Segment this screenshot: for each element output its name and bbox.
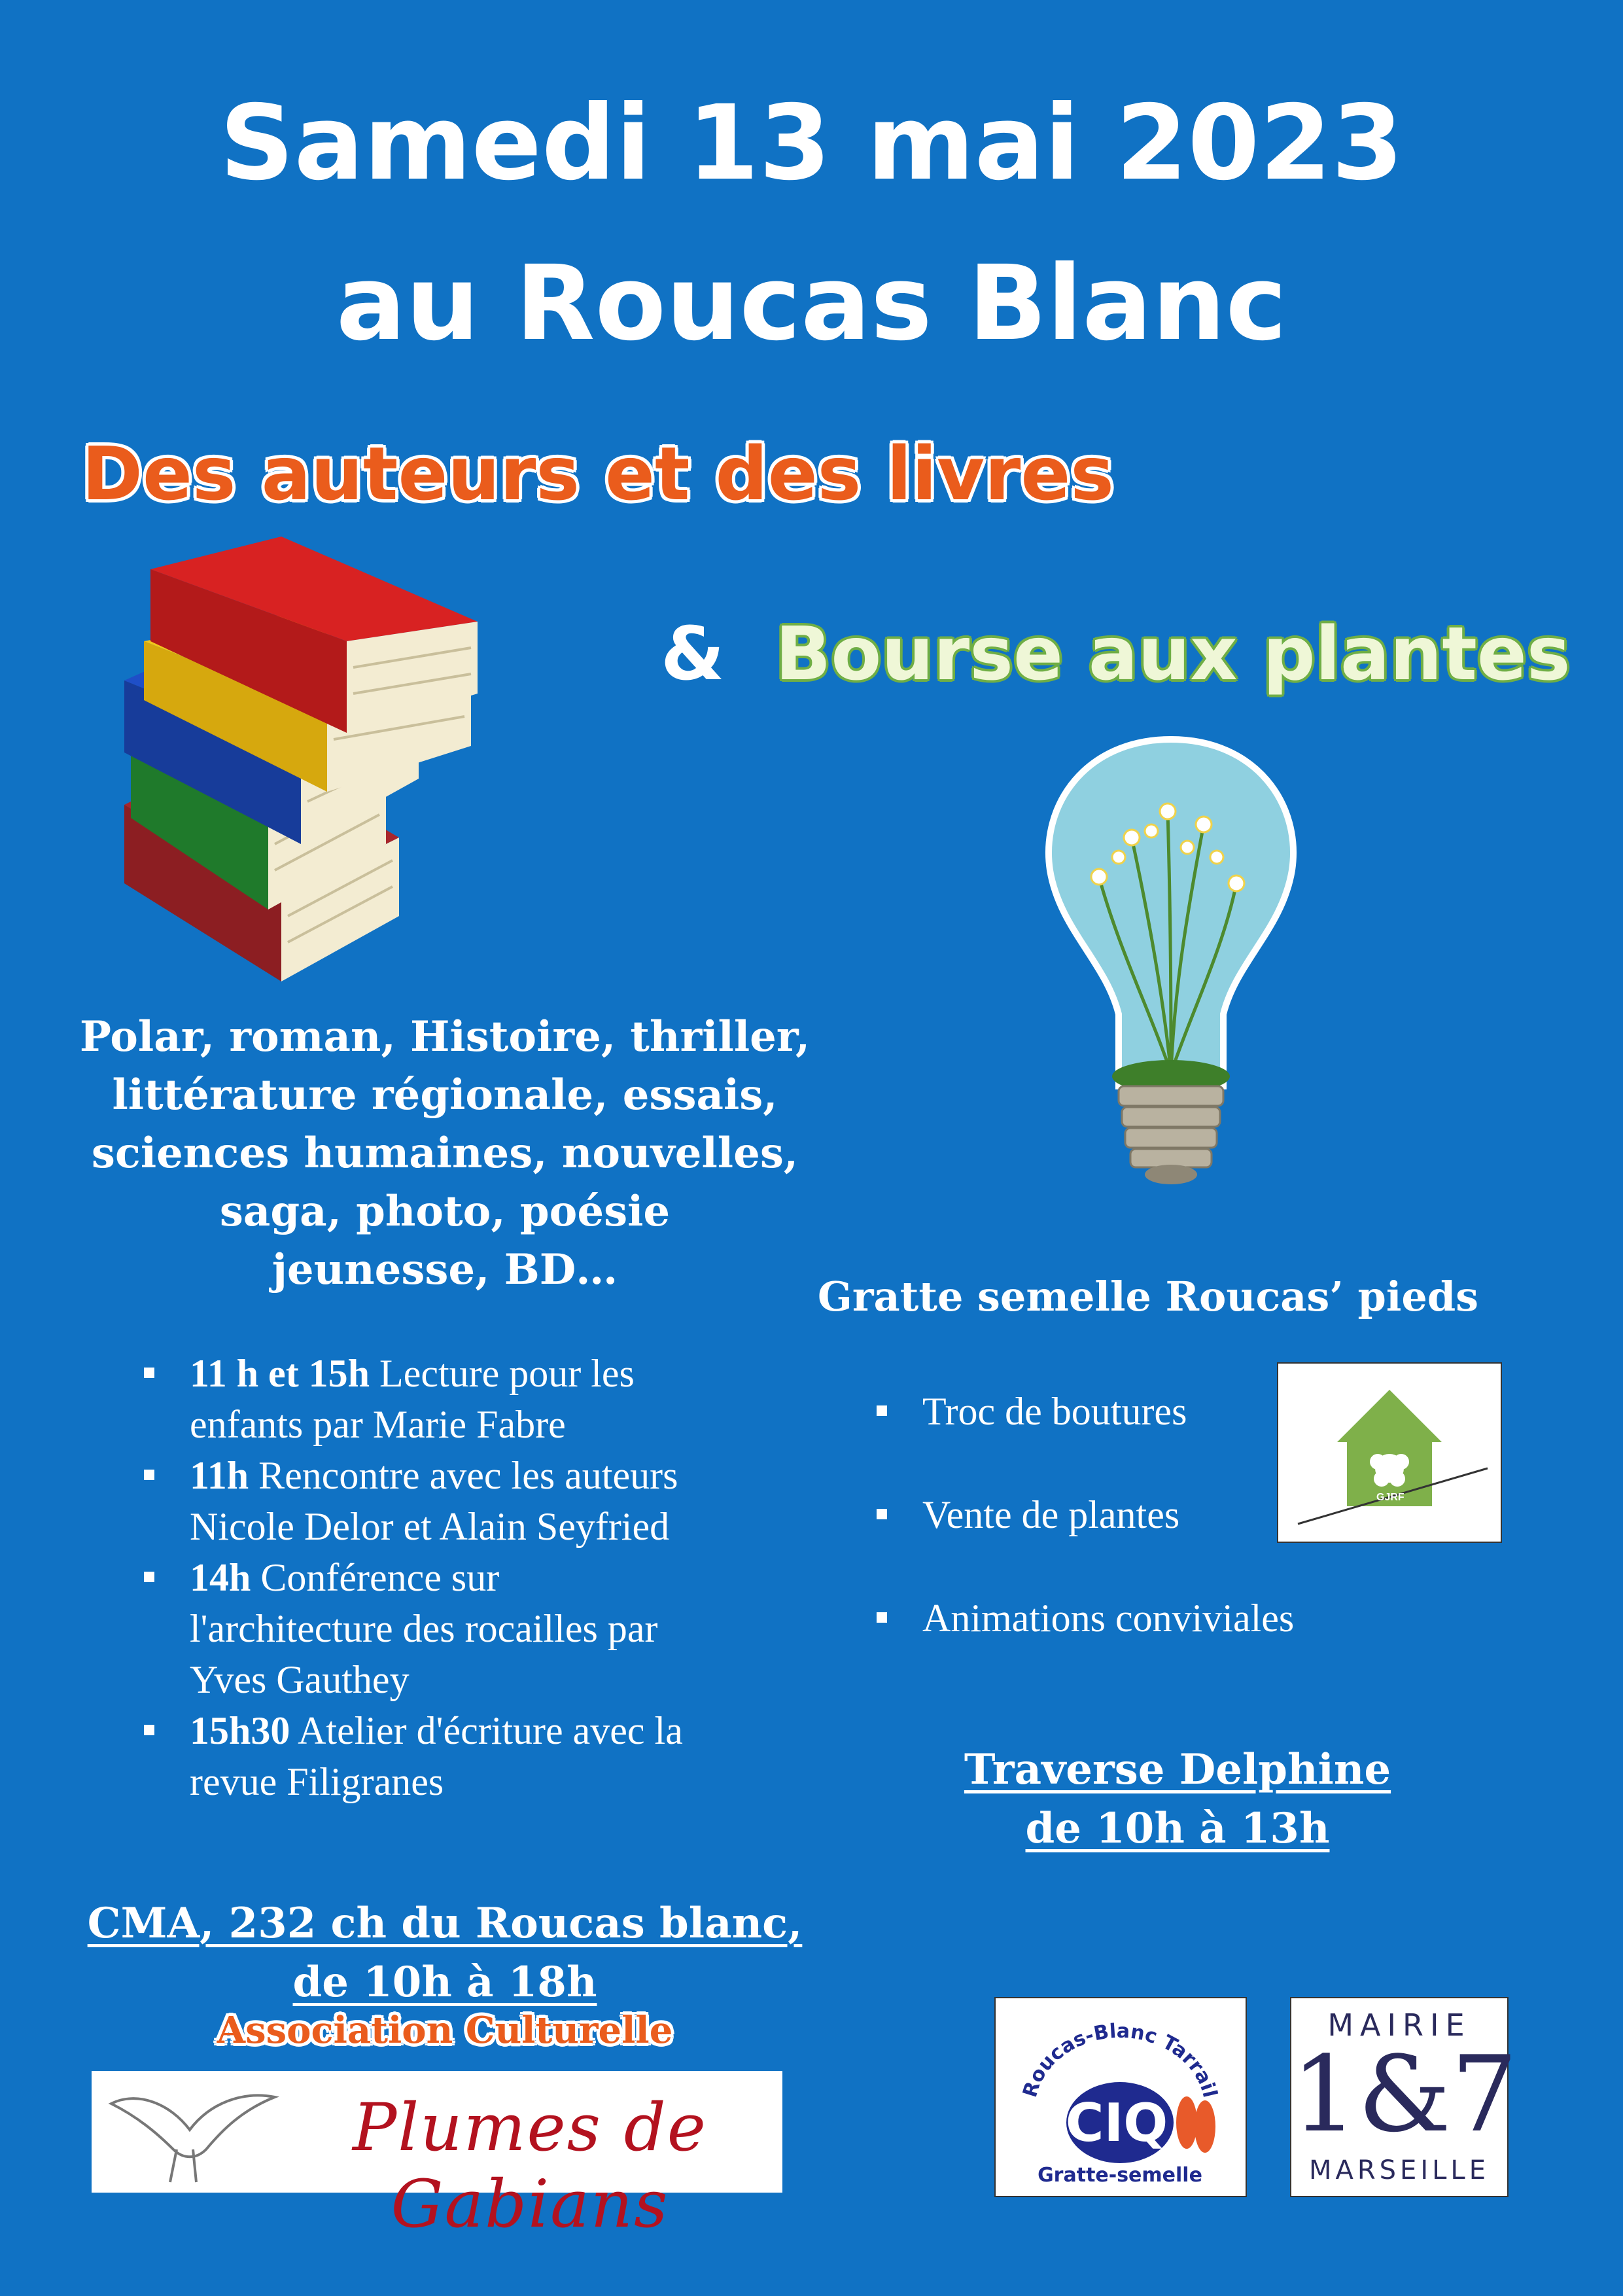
activity-item	[864, 1593, 1321, 1644]
program-text: Conférence sur	[251, 1556, 500, 1599]
program-text: revue Filigranes	[190, 1760, 444, 1803]
program-text: Atelier d'écriture avec la	[290, 1709, 683, 1752]
program-time: 11 h et 15h	[190, 1352, 370, 1395]
bullet-square-icon	[877, 1612, 887, 1623]
activity-text: Animations conviviales	[922, 1597, 1295, 1640]
genre-line: sciences humaines, nouvelles,	[91, 1129, 799, 1178]
bullet-square-icon	[144, 1572, 154, 1582]
bullet-square-icon	[877, 1509, 887, 1519]
gjrf-logo-text: GJRF	[1376, 1492, 1405, 1503]
ciq-arc-text: Roucas-Blanc Tarrail	[1019, 2019, 1221, 2100]
book-stack-illustration	[111, 530, 556, 1014]
program-item	[131, 1552, 818, 1705]
mairie-logo	[1290, 1997, 1518, 2197]
green-house-icon	[1278, 1364, 1501, 1542]
bullet-square-icon	[877, 1405, 887, 1416]
program-text: Lecture pour les	[370, 1352, 635, 1395]
program-text: Rencontre avec les auteurs	[249, 1454, 678, 1497]
program-text: l'architecture des rocailles par	[190, 1607, 658, 1650]
activity-item	[864, 1489, 1321, 1540]
venue-hours: de 10h à 18h	[292, 1958, 597, 2007]
plants-activities-list	[864, 1386, 1321, 1644]
lightbulb-plant-illustration	[1034, 733, 1308, 1191]
title-date: Samedi 13 mai 2023	[219, 83, 1404, 203]
program-item	[131, 1705, 818, 1807]
genre-line: saga, photo, poésie	[219, 1187, 671, 1236]
gjrf-logo	[1277, 1362, 1502, 1543]
ciq-logo	[994, 1997, 1247, 2197]
books-headline: Des auteurs et des livres	[82, 432, 1114, 517]
program-list	[131, 1348, 818, 1807]
ciq-bottom-text: Gratte-semelle	[1038, 2164, 1202, 2187]
bullet-square-icon	[144, 1470, 154, 1480]
ciq-center-text: CIQ	[1065, 2093, 1168, 2153]
program-item	[131, 1450, 818, 1552]
program-item	[131, 1348, 818, 1450]
bullet-square-icon	[144, 1725, 154, 1735]
activity-text: Troc de boutures	[922, 1390, 1187, 1433]
program-time: 11h	[190, 1454, 249, 1497]
organizer-label: Association Culturelle	[217, 2009, 673, 2052]
plumes-logo-text: Plumes de Gabians	[353, 2089, 707, 2242]
genres-list	[79, 1008, 811, 1299]
plants-headline: Bourse aux plantes	[775, 612, 1571, 697]
program-text: Yves Gauthey	[190, 1658, 410, 1701]
flip-flop-icon	[1176, 2096, 1215, 2153]
bullet-square-icon	[144, 1368, 154, 1378]
plants-hours: de 10h à 13h	[1025, 1804, 1330, 1853]
mairie-number: 1&7	[1291, 2033, 1518, 2155]
mairie-bottom: MARSEILLE	[1309, 2155, 1490, 2185]
activity-text: Vente de plantes	[922, 1493, 1180, 1536]
program-time: 14h	[190, 1556, 251, 1599]
genre-line: Polar, roman, Histoire, thriller,	[79, 1012, 811, 1061]
plants-venue	[877, 1740, 1478, 1858]
seagull-icon	[98, 2077, 281, 2189]
books-venue	[65, 1894, 824, 2012]
program-text: Nicole Delor et Alain Seyfried	[190, 1505, 670, 1548]
plants-location: Traverse Delphine	[964, 1745, 1391, 1794]
mairie-top: MAIRIE	[1327, 2007, 1471, 2043]
plumes-de-gabians-logo	[92, 2071, 782, 2242]
title-location: au Roucas Blanc	[336, 243, 1287, 364]
plants-section-title: Gratte semelle Roucas’ pieds	[817, 1273, 1479, 1320]
venue-address: CMA, 232 ch du Roucas blanc,	[87, 1899, 803, 1948]
program-time: 15h30	[190, 1709, 290, 1752]
activity-item	[864, 1386, 1321, 1437]
genre-line: jeunesse, BD…	[271, 1245, 618, 1294]
genre-line: littérature régionale, essais,	[112, 1070, 778, 1120]
program-text: enfants par Marie Fabre	[190, 1403, 566, 1446]
ampersand: &	[661, 612, 725, 697]
